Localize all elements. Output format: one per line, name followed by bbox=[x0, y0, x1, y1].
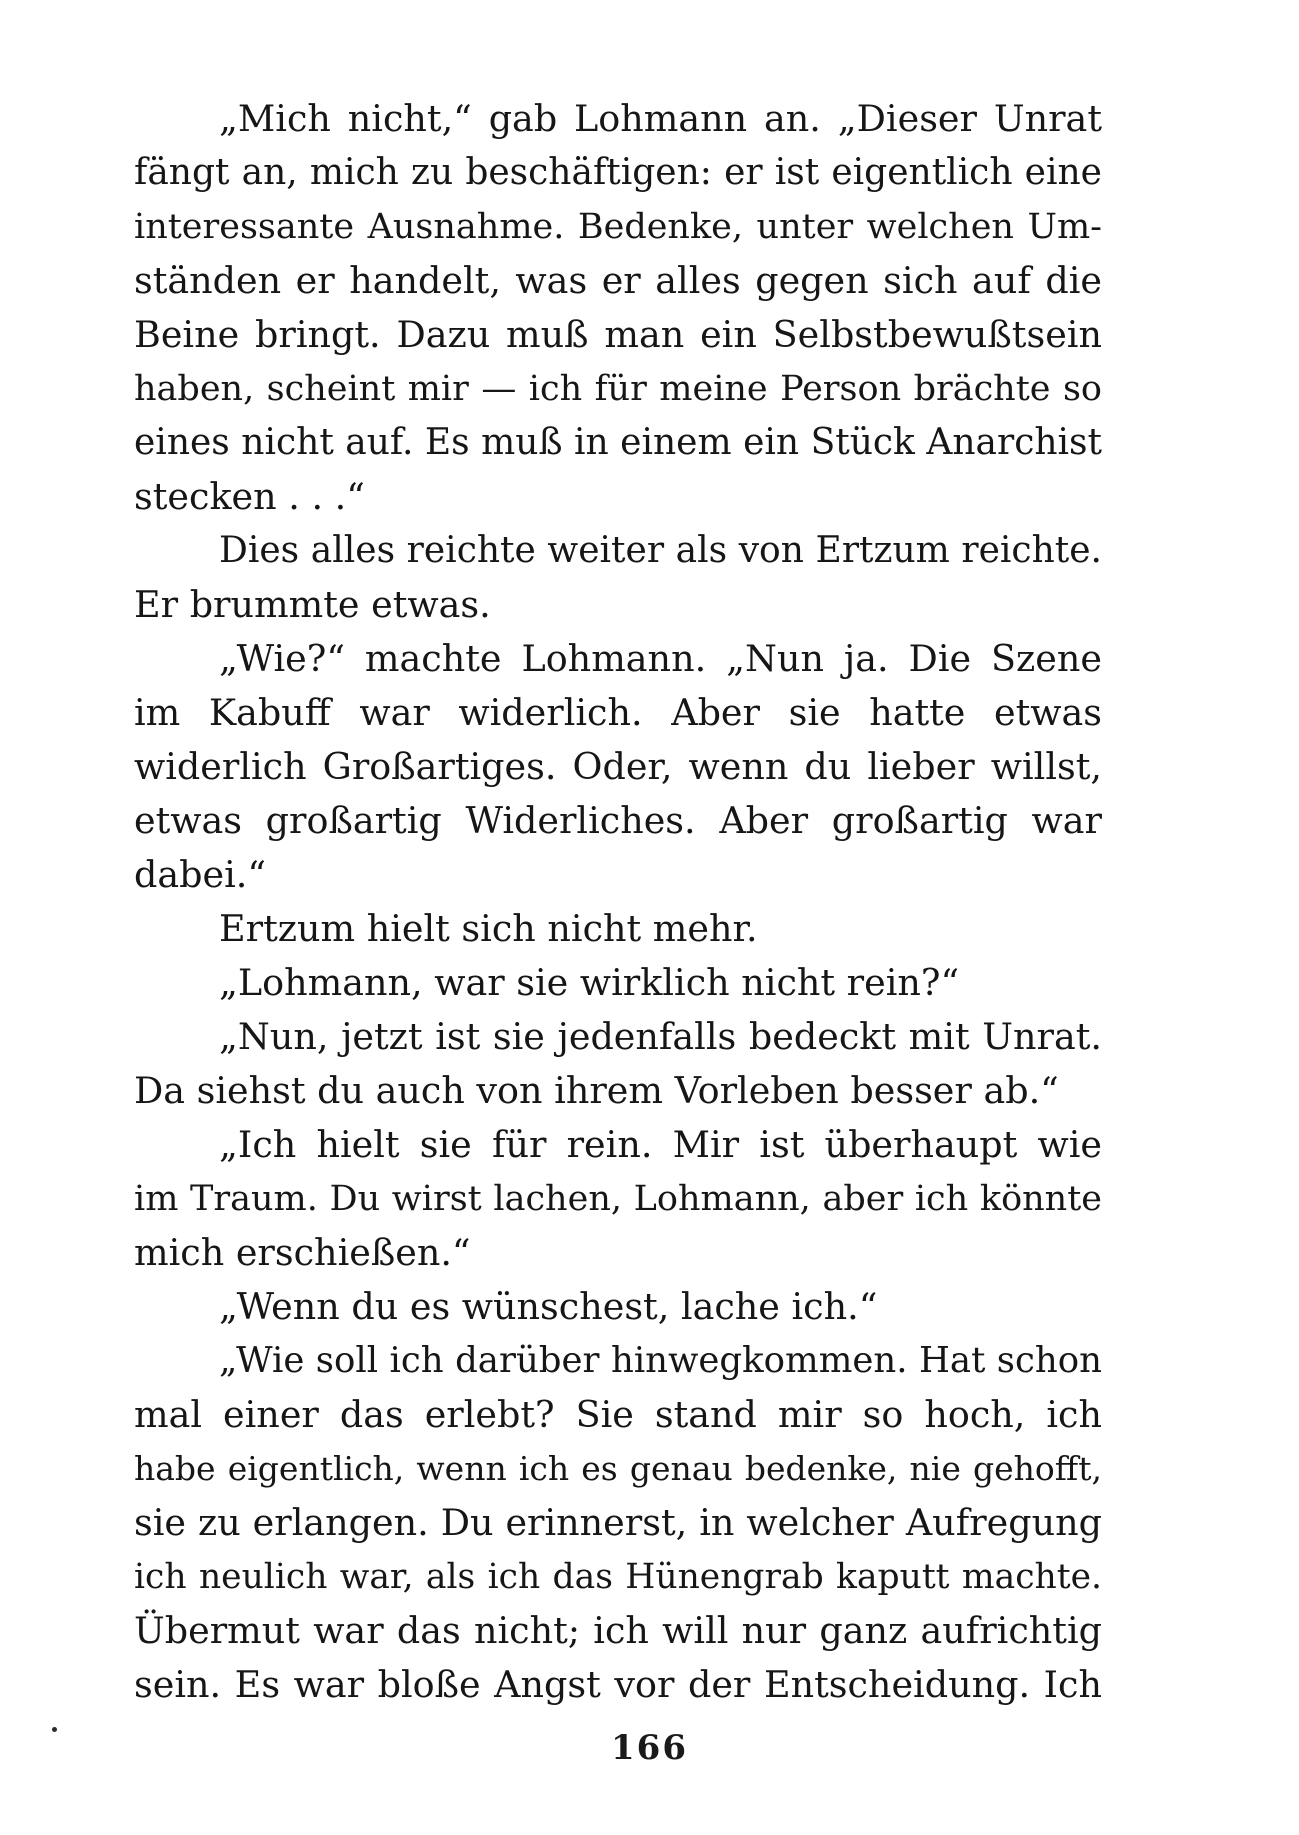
text-line: „Nun, jetzt ist sie jedenfalls bedeckt mit Unrat. bbox=[219, 1015, 1102, 1058]
text-line: habe eigentlich, wenn ich es genau bedenke, nie gehofft, bbox=[134, 1449, 1102, 1488]
text-line: fängt an, mich zu beschäftigen: er ist eigentlich eine bbox=[134, 152, 1102, 193]
text-line: interessante Ausnahme. Bedenke, unter welchen Um- bbox=[134, 207, 1102, 247]
text-line: „Wenn du es wünschest, lache ich.“ bbox=[219, 1285, 878, 1328]
text-line: eines nicht auf. Es muß in einem ein Stück Anarchist bbox=[134, 422, 1102, 463]
text-line: etwas großartig Widerliches. Aber großartig war bbox=[134, 799, 1102, 842]
text-line: Er brummte etwas. bbox=[134, 583, 491, 626]
text-line: sein. Es war bloße Angst vor der Entscheidung. Ich bbox=[134, 1663, 1102, 1706]
page-number: 166 bbox=[611, 1728, 688, 1768]
text-line: stecken . . .“ bbox=[134, 475, 365, 518]
text-line: mal einer das erlebt? Sie stand mir so hoch, ich bbox=[134, 1393, 1102, 1436]
text-line: Übermut war das nicht; ich will nur ganz aufrichtig bbox=[134, 1609, 1102, 1652]
text-line: im Kabuff war widerlich. Aber sie hatte etwas bbox=[134, 691, 1102, 734]
body-text bbox=[134, 92, 1102, 1712]
text-line: mich erschießen.“ bbox=[134, 1231, 471, 1274]
text-line: ständen er handelt, was er alles gegen sich auf die bbox=[134, 259, 1102, 302]
text-line: Ertzum hielt sich nicht mehr. bbox=[219, 907, 758, 950]
text-line: haben, scheint mir — ich für meine Person brächte so bbox=[134, 369, 1102, 409]
text-line: „Wie?“ machte Lohmann. „Nun ja. Die Szene bbox=[219, 637, 1102, 680]
text-line: „Mich nicht,“ gab Lohmann an. „Dieser Unrat bbox=[219, 97, 1102, 140]
text-line: „Lohmann, war sie wirklich nicht rein?“ bbox=[219, 961, 960, 1004]
text-line: „Ich hielt sie für rein. Mir ist überhaupt wie bbox=[219, 1123, 1102, 1166]
text-line: ich neulich war, als ich das Hünengrab kaputt machte. bbox=[134, 1557, 1102, 1597]
text-line: Beine bringt. Dazu muß man ein Selbstbewußtsein bbox=[134, 313, 1102, 356]
text-line: im Traum. Du wirst lachen, Lohmann, aber ich könnte bbox=[134, 1179, 1102, 1219]
text-line: dabei.“ bbox=[134, 853, 267, 896]
text-line: „Wie soll ich darüber hinwegkommen. Hat schon bbox=[219, 1340, 1102, 1381]
text-line: Dies alles reichte weiter als von Ertzum reichte. bbox=[219, 530, 1102, 571]
text-line: widerlich Großartiges. Oder, wenn du lieber willst, bbox=[134, 745, 1102, 788]
text-line: Da siehst du auch von ihrem Vorleben besser ab.“ bbox=[134, 1069, 1059, 1112]
text-line: sie zu erlangen. Du erinnerst, in welcher Aufregung bbox=[134, 1501, 1102, 1544]
